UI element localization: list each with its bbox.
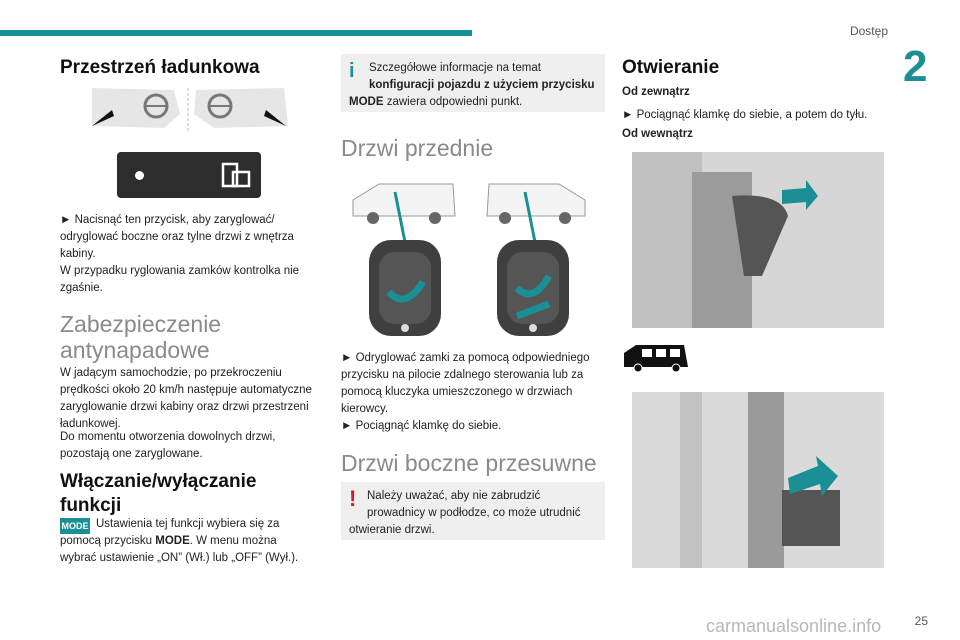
front-door-paragraph: ► Odryglować zamki za pomocą odpowiedniego przycisku na pilocie zdalnego sterowania lub za pomocą kluczyka umieszczonego w drzwiach kierowcy. (341, 352, 590, 415)
mode-badge: MODE (60, 518, 90, 534)
heading-anti-intrusion: Zabezpieczenie antynapadowe (60, 311, 222, 363)
info-icon: i (349, 60, 355, 82)
header-accent-bar (0, 30, 472, 36)
front-door-illustration (349, 178, 597, 340)
chapter-number: 2 (903, 42, 928, 91)
heading-opening: Otwieranie (622, 57, 720, 78)
cargo-lock-paragraph: ► Nacisnąć ten przycisk, aby zaryglować/ odryglować boczne oraz tylne drzwi z wnętrza kabiny. (60, 214, 294, 260)
inside-handle-photo (632, 152, 884, 328)
heading-front-doors: Drzwi przednie (341, 135, 494, 161)
minibus-icon (622, 343, 692, 373)
anti-intrusion-note: Do momentu otworzenia dowolnych drzwi, pozostają one zaryglowane. (60, 431, 276, 460)
watermark: carmanualsonline.info (706, 616, 882, 636)
warning-box: ! Należy uważać, aby nie zabrudzić prowadnicy w podłodze, co może utrudnić otwieranie drzwi. (341, 482, 605, 540)
heading-sliding-door: Drzwi boczne przesuwne (341, 450, 597, 476)
cargo-door-icon (221, 162, 251, 190)
info-box: i Szczegółowe informacje na temat konfiguracji pojazdu z użyciem przycisku MODE zawiera odpowiedni punkt. (341, 54, 605, 112)
lock-button-image (117, 152, 261, 198)
section-name: Dostęp (849, 24, 888, 38)
anti-intrusion-paragraph: W jadącym samochodzie, po przekroczeniu prędkości około 20 km/h następuje automatyczne zaryglowanie drzwi kabiny oraz drzwi przestrzeni ładunkowej. (60, 367, 312, 430)
sliding-door-handle-photo (632, 392, 884, 568)
heading-cargo-space: Przestrzeń ładunkowa (60, 57, 260, 78)
cargo-lock-note: W przypadku ryglowania zamków kontrolka nie zgaśnie. (60, 265, 300, 294)
mode-paragraph: Ustawienia tej funkcji wybiera się za pomocą przycisku MODE. W menu można wybrać ustawienie „ON” (Wł.) lub „OFF” (Wył.). (60, 518, 299, 564)
subheading-inside: Od wewnątrz (622, 128, 693, 140)
subheading-outside: Od zewnątrz (622, 86, 690, 98)
front-door-pull: ► Pociągnąć klamkę do siebie. (341, 420, 502, 432)
dashboard-illustration (88, 86, 293, 134)
heading-enable-disable: Włączanie/wyłączanie funkcji (60, 471, 257, 516)
warning-icon: ! (349, 486, 357, 511)
page-number: 25 (914, 614, 928, 628)
outside-paragraph: ► Pociągnąć klamkę do siebie, a potem do tyłu. (622, 109, 868, 121)
indicator-light-icon (135, 171, 144, 180)
